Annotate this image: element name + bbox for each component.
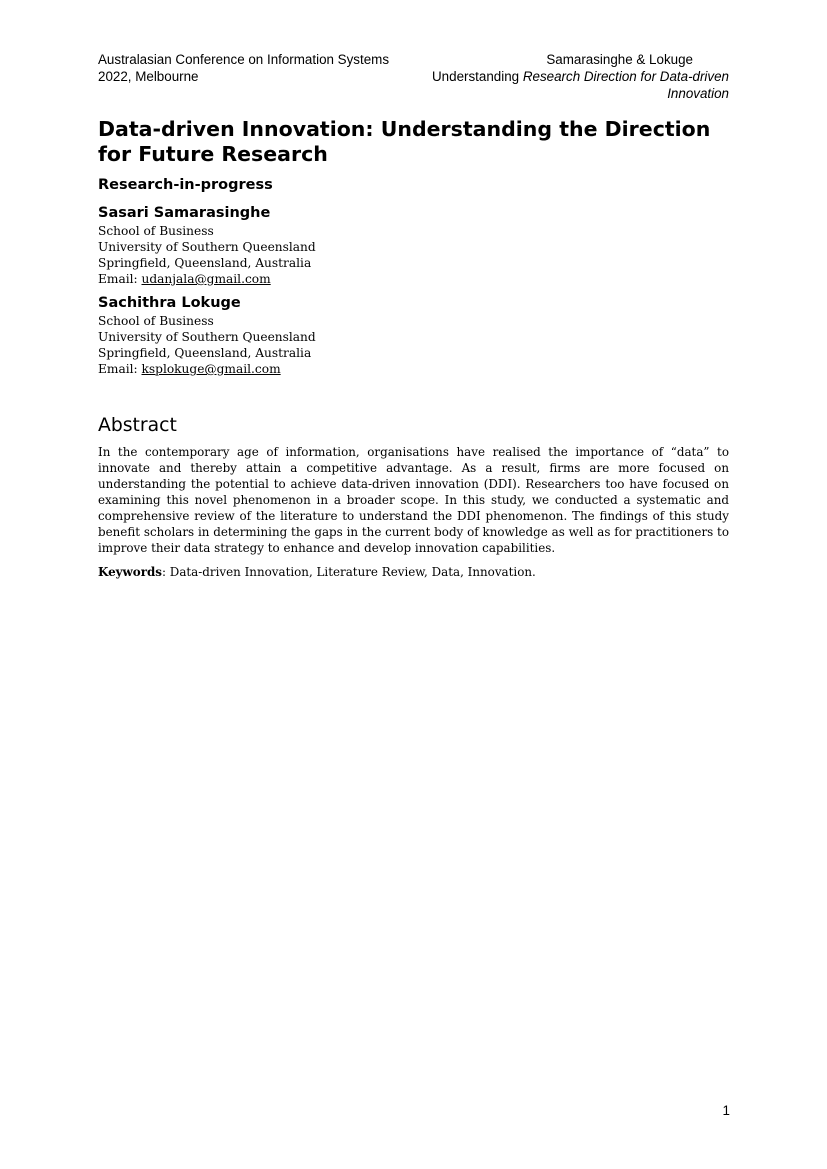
header-running-title — [369, 51, 729, 102]
author-email-label: Email: — [98, 362, 142, 376]
paper-title: Data-driven Innovation: Understanding the Direction for Future Research — [98, 117, 711, 166]
author-email-link[interactable]: udanjala@gmail.com — [141, 272, 271, 286]
abstract-body: In the contemporary age of information, organisations have realised the importance of “data” to innovate and thereby attain a competitive advantage. As a result, firms are more focused on understanding the potential to achieve data-driven innovation (DDI). Researchers too have focused on examining this novel phenomenon in a broader scope. In this study, we conducted a systematic and comprehensive review of the literature to understand the DDI phenomenon. The findings of this study benefit scholars in determining the gaps in the current body of knowledge as well as for practitioners to improve their data strategy to enhance and develop innovation capabilities. — [98, 445, 729, 555]
keywords-text: : Data-driven Innovation, Literature Review, Data, Innovation. — [162, 565, 536, 579]
author-email-link[interactable]: ksplokuge@gmail.com — [141, 362, 281, 376]
page-number: 1 — [722, 1103, 730, 1118]
author-location: Springfield, Queensland, Australia — [98, 256, 312, 270]
author-university: University of Southern Queensland — [98, 330, 316, 344]
paper-subtitle: Research-in-progress — [98, 177, 273, 193]
header-conference-line2: 2022, Melbourne — [98, 69, 199, 84]
author-block — [98, 204, 498, 287]
author-email-line — [98, 361, 498, 377]
author-email-label: Email: — [98, 272, 142, 286]
header-conference-line1: Australasian Conference on Information Systems — [98, 52, 390, 67]
header-running-title-italic: Research Direction for Data-driven Innovation — [522, 69, 729, 101]
header-authors: Samarasinghe & Lokuge — [546, 52, 693, 67]
author-location: Springfield, Queensland, Australia — [98, 346, 312, 360]
keywords-line — [98, 564, 729, 580]
author-name: Sachithra Lokuge — [98, 295, 241, 311]
author-school: School of Business — [98, 314, 214, 328]
author-university: University of Southern Queensland — [98, 240, 316, 254]
keywords-label: Keywords — [98, 565, 162, 579]
header-running-title-prefix: Understanding — [432, 69, 523, 84]
author-block — [98, 294, 498, 377]
author-name: Sasari Samarasinghe — [98, 205, 271, 221]
abstract-heading: Abstract — [98, 415, 177, 436]
author-school: School of Business — [98, 224, 214, 238]
author-email-line — [98, 271, 498, 287]
